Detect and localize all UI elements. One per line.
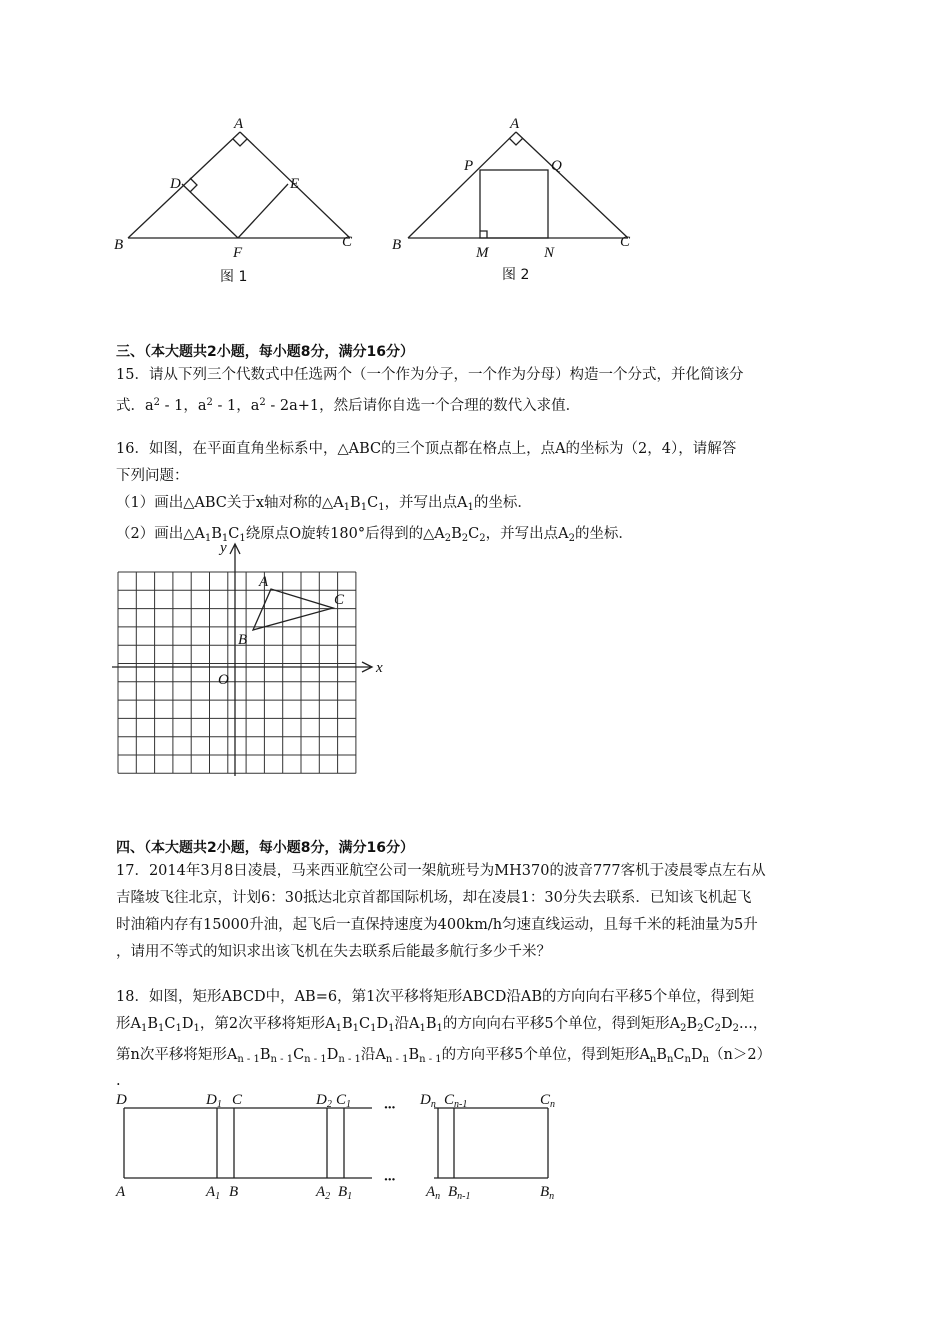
q17-line-1: 17．2014年3月8日凌晨，马来西亚航空公司一架航班号为MH370的波音777客机于凌晨零点左右从 [116, 863, 766, 879]
rect-label-a2: $A_2$ [316, 1184, 331, 1202]
rect-label-bn: $B_n$ [540, 1184, 555, 1202]
axis-x-label: x [376, 660, 383, 676]
fig2-label-c: C [620, 234, 631, 250]
rect-dots-bottom: ··· [384, 1172, 396, 1188]
q18-line-3: 第n次平移将矩形$A_{n - 1}B_{n - 1}C_{n - 1}D_{n - 1}$沿$A_{n - 1}B_{n - 1}$的方向平移5个单位，得到矩形$A_nB_nC_nD_n(n>2)$ [116, 1047, 772, 1065]
q18-line-4: . [116, 1073, 121, 1089]
rectangle-translation-figure [108, 1088, 578, 1202]
q15-line-1: 15．请从下列三个代数式中任选两个（一个作为分子，一个作为分母）构造一个分式，并化简该分 [116, 367, 744, 383]
axis-y-label: y [220, 540, 227, 556]
q17-line-2: 吉隆坡飞往北京，计划6：30抵达北京首都国际机场，却在凌晨1：30分失去联系．已知该飞机起飞 [116, 890, 752, 906]
fig2-label-b: B [392, 237, 402, 253]
rect-label-d: D [116, 1092, 127, 1108]
q16-line-1: 16．如图，在平面直角坐标系中，△ABC的三个顶点都在格点上，点A的坐标为（2，4），请解答 [116, 441, 737, 457]
fig2-caption: 图 2 [502, 267, 530, 283]
fig1-label-a: A [234, 116, 244, 132]
section-3-heading: 三、（本大题共2小题，每小题8分，满分16分） [116, 344, 414, 360]
coordinate-grid [110, 538, 410, 783]
section-4-heading: 四、（本大题共2小题，每小题8分，满分16分） [116, 840, 414, 856]
origin-label: O [218, 672, 229, 688]
fig2-label-a: A [510, 116, 520, 132]
grid-point-c-label: C [334, 592, 345, 608]
fig1-label-e: E [290, 176, 300, 192]
q18-line-1: 18．如图，矩形ABCD中，AB=6，第1次平移将矩形ABCD沿AB的方向向右平移5个单位，得到矩 [116, 989, 755, 1005]
rect-label-b1: $B_1$ [338, 1184, 353, 1202]
rect-label-c1: $C_1$ [336, 1092, 352, 1110]
fig2-label-n: N [544, 245, 555, 261]
q15-line-2: 式．$a^2 - 1$，$a^2 - 1$，$a^2 - 2a+1$，然后请你自选一个合理的数代入求值． [116, 397, 581, 414]
q18-line-2: 形$A_1B_1C_1D_1$，第2次平移将矩形$A_1B_1C_1D_1$沿$A_1B_1$的方向向右平移5个单位，得到矩形$A_2B_2C_2D_2$...， [116, 1016, 768, 1034]
question-15 [116, 362, 743, 420]
q17-line-4: ，请用不等式的知识求出该飞机在失去联系后能最多航行多少千米？ [116, 944, 551, 960]
fig2-label-q: Q [551, 158, 562, 174]
rect-label-a: A [116, 1184, 126, 1200]
rect-label-d2: $D_2$ [316, 1092, 332, 1110]
q16-part-2: （2）画出$\triangle A_1B_1C_1$绕原点O旋转180°后得到的$\triangle A_2B_2C_2$，并写出点$A_2$的坐标． [116, 526, 633, 544]
fig1-label-b: B [114, 237, 124, 253]
rect-label-an: $A_n$ [426, 1184, 441, 1202]
fig1-label-f: F [233, 245, 243, 261]
figure-1 [110, 118, 370, 288]
q17-line-3: 时油箱内存有15000升油，起飞后一直保持速度为400km/h匀速直线运动，且每千米的耗油量为5升 [116, 917, 758, 933]
question-17 [116, 858, 766, 966]
rect-label-cn: $C_n$ [540, 1092, 556, 1110]
question-18 [116, 984, 771, 1089]
grid-point-b-label: B [238, 632, 248, 648]
q16-part-1: （1）画出△ABC关于x轴对称的$\triangle A_1B_1C_1$，并写出点$A_1$的坐标． [116, 495, 532, 513]
fig1-caption: 图 1 [220, 269, 248, 285]
rect-dots-top: ··· [384, 1100, 396, 1116]
grid-point-a-label: A [259, 574, 269, 590]
q16-line-2: 下列问题： [116, 468, 189, 484]
rect-label-c: C [232, 1092, 243, 1108]
rect-label-b: B [229, 1184, 239, 1200]
rect-label-a1: $A_1$ [206, 1184, 221, 1202]
rect-label-bn1: $B_{n-1}$ [448, 1184, 471, 1202]
figure-2 [390, 118, 640, 288]
rect-label-cn1: $C_{n-1}$ [444, 1092, 468, 1110]
fig1-label-c: C [342, 234, 353, 250]
fig2-label-p: P [464, 158, 474, 174]
rect-label-d1: $D_1$ [206, 1092, 222, 1110]
fig2-label-m: M [476, 245, 489, 261]
rect-label-dn: $D_n$ [420, 1092, 436, 1110]
question-16 [116, 436, 736, 552]
fig1-label-d: D [170, 176, 181, 192]
